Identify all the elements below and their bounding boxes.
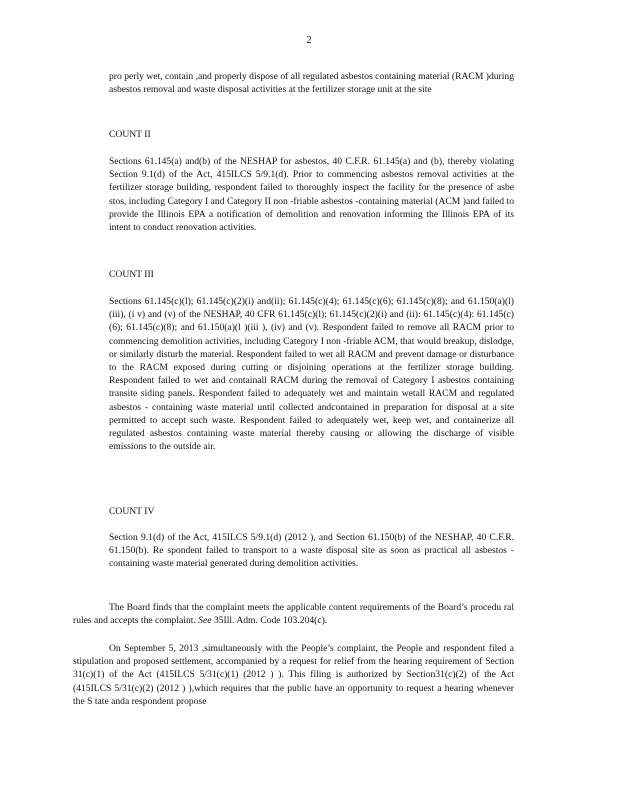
page-number: 2 xyxy=(306,35,312,46)
count-iv-paragraph: Section 9.1(d) of the Act, 415ILCS 5/9.1(d) (2012 ), and Section 61.150(b) of the NESHAP, 40 C.F.R. 61.150(b). Re spondent failed to transport to a waste disposal site as soon as practical all asbestos - containing waste material generated during demolition activities. xyxy=(109,532,514,570)
board-findings-paragraph xyxy=(73,601,514,627)
board-text-after: 35Ill. Adm. Code 103.204(c). xyxy=(211,615,328,627)
count-iii-paragraph: Sections 61.145(c)(l); 61.145(c)(2)(i) and(ii); 61.145(c)(4); 61.145(c)(6); 61.145(c)(8); and 61.150(a)(l)(iii), (i v) and (v) of the NESHAP, 40 CFR 61.145(c)(l); 61.145(c)(2)(i) and (ii): 61.145(c)(4): 61.145(c)(6); 61.145(c)(8); and 61.150(a)(l )(iii ), (iv) and (v). Respondent failed to remove all RACM prior to commencing demolition activities, including Category I non -friable ACM, that would breakup, dislodge, or similarly disturb the material. Respondent failed to wet all RACM and prevent damage or disturbance to the RACM exposed during cutting or disjoining operations at the fertilizer storage building. Respondent failed to wet and containall RACM during the removal of Category I asbestos containing transite siding panels. Respondent failed to adequately wet and maintain wetall RACM and regulated asbestos - containing waste material until collected andcontained in preparation for disposal at a site permitted to accept such waste. Respondent failed to adequately wet, keep wet, and containerize all regulated asbestos containing waste material thereby causing or allowing the discharge of visible emissions to the outside air. xyxy=(109,296,514,453)
count-iv-heading: COUNT IV xyxy=(109,506,155,517)
september-filing-paragraph: On September 5, 2013 ,simultaneously with the People’s complaint, the People and respondent filed a stipulation and proposed settlement, accompanied by a request for relief from the hearing requirement of Section 31(c)(1) of the Act (415ILCS 5/31(c)(1) (2012 ) ). This filing is authorized by Section31(c)(2) of the Act (415ILCS 5/31(c)(2) (2012 ) ),which requires that the public have an opportunity to request a hearing whenever the S tate anda respondent propose xyxy=(73,643,514,707)
intro-paragraph: pro perly wet, contain ,and properly dispose of all regulated asbestos containing material (RACM )during asbestos removal and waste disposal activities at the fertilizer storage unit at the site xyxy=(109,71,514,96)
count-iii-heading: COUNT III xyxy=(109,269,154,280)
count-ii-paragraph: Sections 61.145(a) and(b) of the NESHAP for asbestos, 40 C.F.R. 61.145(a) and (b), thereby violating Section 9.1(d) of the Act, 415ILCS 5/9.1(d). Prior to commencing asbestos removal activities at the fertilizer storage building, respondent failed to thoroughly inspect the facility for the presence of asbe stos, including Category I and Category II non -friable asbestos -containing material (ACM )and failed to provide the Illinois EPA a notification of demolition and renovation informing the Illinois EPA of its intent to conduct renovation activities. xyxy=(109,156,514,234)
count-ii-heading: COUNT II xyxy=(109,129,151,140)
board-text-before: The Board finds that the complaint meets the applicable content requirements of the Board’s procedu ral rules and accepts the complaint. xyxy=(73,602,514,627)
see-citation-signal: See xyxy=(198,615,212,627)
